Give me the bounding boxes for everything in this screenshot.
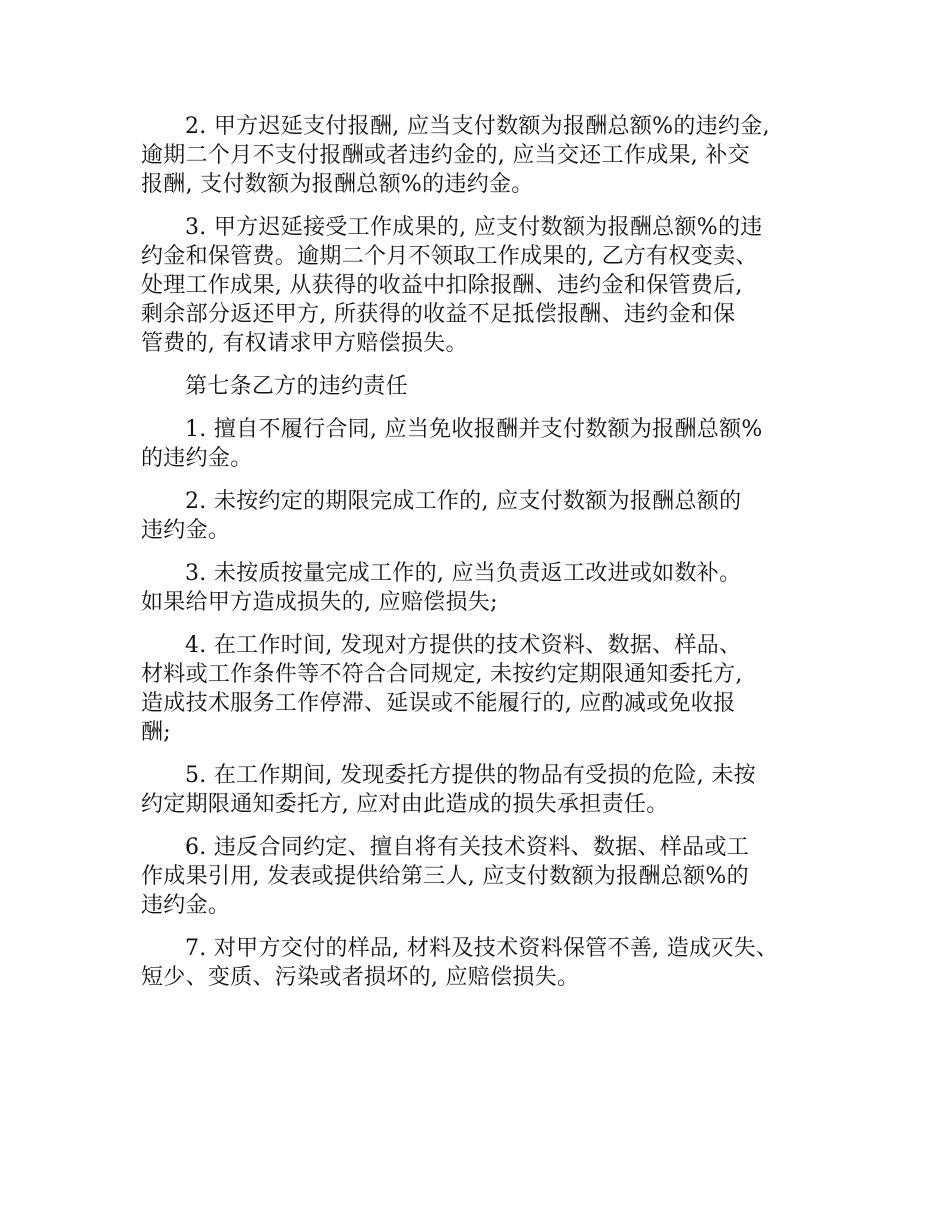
paragraph-breach-3 — [141, 559, 821, 617]
paragraph-breach-4 — [141, 631, 821, 747]
text-line: 材料或工作条件等不符合合同规定, 未按约定期限通知委托方, — [141, 662, 743, 687]
text-line: 3. 甲方迟延接受工作成果的, 应支付数额为报酬总额%的违 — [185, 215, 763, 240]
text-line: 作成果引用, 发表或提供给第三人, 应支付数额为报酬总额%的 — [141, 864, 749, 889]
text-line: 的违约金。 — [141, 446, 253, 471]
text-line: 报酬, 支付数额为报酬总额%的违约金。 — [141, 172, 534, 197]
text-line: 管费的, 有权请求甲方赔偿损失。 — [141, 331, 468, 356]
text-line: 4. 在工作时间, 发现对方提供的技术资料、数据、样品、 — [185, 633, 742, 658]
text-line: 2. 甲方迟延支付报酬, 应当支付数额为报酬总额%的违约金, — [185, 114, 770, 139]
text-line: 1. 擅自不履行合同, 应当免收报酬并支付数额为报酬总额% — [185, 417, 763, 442]
text-line: 短少、变质、污染或者损坏的, 应赔偿损失。 — [141, 965, 580, 990]
text-line: 3. 未按质按量完成工作的, 应当负责返工改进或如数补。 — [185, 561, 742, 586]
text-line: 约金和保管费。逾期二个月不领取工作成果的, 乙方有权变卖、 — [141, 244, 758, 269]
text-line: 违约金。 — [141, 518, 231, 543]
text-line: 6. 违反合同约定、擅自将有关技术资料、数据、样品或工 — [185, 835, 750, 860]
text-line: 2. 未按约定的期限完成工作的, 应支付数额为报酬总额的 — [185, 489, 742, 514]
text-line: 处理工作成果, 从获得的收益中扣除报酬、违约金和保管费后, — [141, 273, 743, 298]
paragraph-breach-5 — [141, 761, 821, 819]
text-line: 7. 对甲方交付的样品, 材料及技术资料保管不善, 造成灭失、 — [185, 936, 779, 961]
text-line: 剩余部分返还甲方, 所获得的收益不足抵偿报酬、违约金和保 — [141, 302, 736, 327]
text-line: 逾期二个月不支付报酬或者违约金的, 应当交还工作成果, 补交 — [141, 143, 750, 168]
paragraph-late-payment — [141, 112, 821, 199]
text-line: 如果给甲方造成损失的, 应赔偿损失; — [141, 590, 498, 615]
section-heading — [141, 372, 821, 401]
paragraph-breach-7 — [141, 934, 821, 992]
text-line: 约定期限通知委托方, 应对由此造成的损失承担责任。 — [141, 792, 669, 817]
paragraph-late-acceptance — [141, 213, 821, 358]
paragraph-breach-2 — [141, 487, 821, 545]
text-line: 酬; — [141, 720, 172, 745]
text-line: 5. 在工作期间, 发现委托方提供的物品有受损的危险, 未按 — [185, 763, 756, 788]
text-line: 造成技术服务工作停滞、延误或不能履行的, 应酌减或免收报 — [141, 691, 736, 716]
heading-text: 第七条乙方的违约责任 — [185, 374, 409, 399]
text-line: 违约金。 — [141, 893, 231, 918]
paragraph-breach-6 — [141, 833, 821, 920]
paragraph-breach-1 — [141, 415, 821, 473]
document-page — [141, 112, 821, 1006]
